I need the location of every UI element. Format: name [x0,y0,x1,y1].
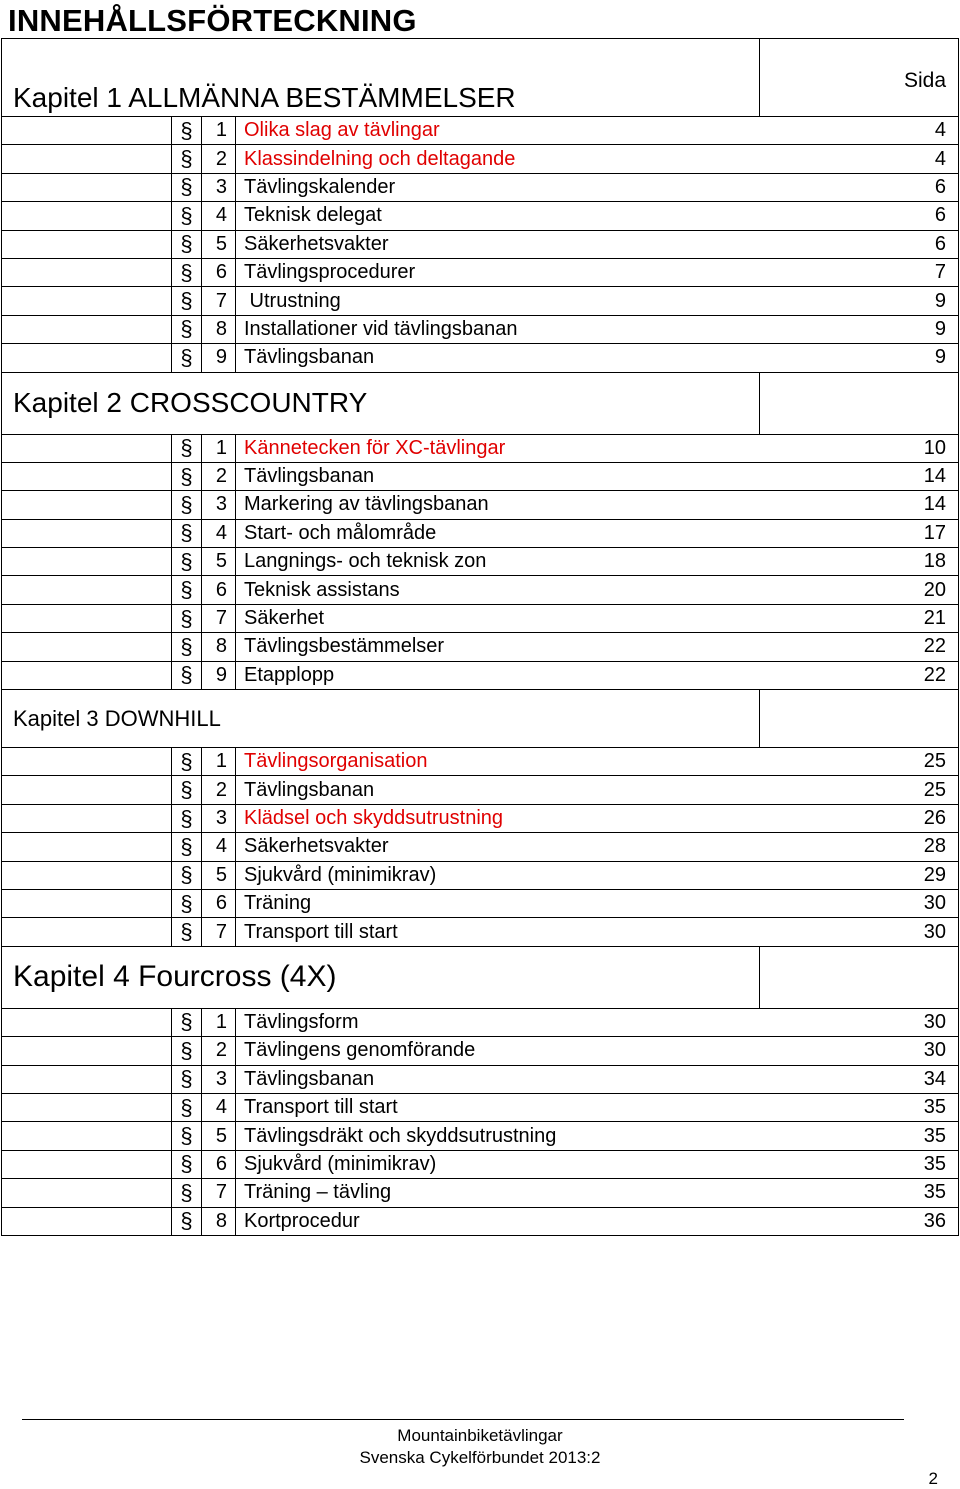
entry-number: 7 [202,604,236,632]
chapter-row [2,690,959,748]
section-sign-icon: § [180,288,193,314]
section-sign-icon: § [180,491,193,517]
entry-number: 2 [202,145,236,173]
indent-cell [2,1065,172,1093]
entry-number: 7 [202,1179,236,1207]
toc-entry[interactable] [2,804,959,832]
footer-rule [22,1419,904,1420]
indent-cell [2,889,172,917]
toc-entry[interactable] [2,173,959,201]
entry-number: 2 [202,776,236,804]
entry-title[interactable]: Sjukvård (minimikrav) [236,1150,760,1178]
indent-cell [2,633,172,661]
entry-page: 25 [760,776,959,804]
chapter-row [2,946,959,1008]
entry-number: 7 [202,918,236,946]
entry-page: 30 [760,918,959,946]
footer-publisher: Svenska Cykelförbundet 2013:2 [359,1448,601,1467]
entry-title[interactable]: Utrustning [236,287,760,315]
toc-entry[interactable] [2,548,959,576]
toc-body [2,39,959,1236]
entry-title[interactable]: Tävlingens genomförande [236,1037,760,1065]
indent-cell [2,491,172,519]
entry-page: 29 [760,861,959,889]
indent-cell [2,519,172,547]
entry-number: 9 [202,344,236,372]
entry-number: 6 [202,889,236,917]
entry-number: 5 [202,230,236,258]
section-sign-icon: § [180,1066,193,1092]
section-sign-icon: § [180,435,193,461]
section-sign-icon: § [180,344,193,370]
section-sign-icon: § [180,605,193,631]
section-sign-icon: § [180,662,193,688]
indent-cell [2,918,172,946]
entry-number: 5 [202,548,236,576]
entry-number: 2 [202,462,236,490]
entry-number: 4 [202,833,236,861]
indent-cell [2,1093,172,1121]
section-sign-icon: § [180,117,193,143]
toc-entry[interactable] [2,1207,959,1235]
toc-entry[interactable] [2,145,959,173]
entry-title[interactable]: Tävlingsbestämmelser [236,633,760,661]
entry-page: 22 [760,661,959,689]
indent-cell [2,833,172,861]
toc-entry[interactable] [2,748,959,776]
entry-page: 9 [760,315,959,343]
entry-title[interactable]: Transport till start [236,918,760,946]
section-sign-icon: § [180,862,193,888]
toc-entry[interactable] [2,344,959,372]
entry-title[interactable]: Olika slag av tävlingar [236,117,760,145]
section-sign-icon: § [180,577,193,603]
indent-cell [2,861,172,889]
indent-cell [2,1037,172,1065]
entry-page: 6 [760,202,959,230]
chapter-heading: Kapitel 3 DOWNHILL [13,705,221,731]
entry-title[interactable]: Start- och målområde [236,519,760,547]
section-sign-icon: § [180,633,193,659]
entry-title[interactable]: Träning – tävling [236,1179,760,1207]
indent-cell [2,661,172,689]
indent-cell [2,804,172,832]
toc-entry[interactable] [2,604,959,632]
document-title: INNEHÅLLSFÖRTECKNING [8,3,417,38]
toc-entry[interactable] [2,230,959,258]
entry-page: 14 [760,491,959,519]
entry-page: 25 [760,748,959,776]
entry-page: 30 [760,1037,959,1065]
toc-entry[interactable] [2,1037,959,1065]
entry-number: 4 [202,1093,236,1121]
entry-title[interactable]: Klassindelning och deltagande [236,145,760,173]
toc-entry[interactable] [2,462,959,490]
chapter-heading: Kapitel 4 Fourcross (4X) [13,960,337,994]
entry-page: 4 [760,145,959,173]
indent-cell [2,1122,172,1150]
toc-entry[interactable] [2,202,959,230]
entry-page: 20 [760,576,959,604]
section-sign-icon: § [180,202,193,228]
entry-page: 18 [760,548,959,576]
entry-number: 3 [202,1065,236,1093]
entry-page: 26 [760,804,959,832]
toc-entry[interactable] [2,833,959,861]
entry-title[interactable]: Säkerhetsvakter [236,230,760,258]
toc-entry[interactable] [2,258,959,286]
entry-title[interactable]: Tävlingsbanan [236,1065,760,1093]
section-sign-icon: § [180,316,193,342]
indent-cell [2,1207,172,1235]
chapter-heading: Kapitel 1 ALLMÄNNA BESTÄMMELSER [13,82,516,113]
entry-page: 35 [760,1122,959,1150]
toc-entry[interactable] [2,491,959,519]
entry-number: 5 [202,1122,236,1150]
entry-number: 4 [202,202,236,230]
entry-number: 4 [202,519,236,547]
toc-table [1,38,959,1236]
indent-cell [2,1179,172,1207]
toc-entry[interactable] [2,1179,959,1207]
entry-title[interactable]: Träning [236,889,760,917]
indent-cell [2,202,172,230]
toc-entry[interactable] [2,1093,959,1121]
indent-cell [2,230,172,258]
indent-cell [2,173,172,201]
toc-entry[interactable] [2,315,959,343]
indent-cell [2,434,172,462]
entry-number: 1 [202,117,236,145]
indent-cell [2,315,172,343]
section-sign-icon: § [180,146,193,172]
indent-cell [2,145,172,173]
entry-title[interactable]: Säkerhet [236,604,760,632]
toc-entry[interactable] [2,117,959,145]
entry-number: 6 [202,1150,236,1178]
entry-number: 2 [202,1037,236,1065]
entry-number: 1 [202,434,236,462]
entry-page: 7 [760,258,959,286]
chapter-row [2,372,959,434]
entry-page: 9 [760,344,959,372]
section-sign-icon: § [180,890,193,916]
indent-cell [2,258,172,286]
indent-cell [2,287,172,315]
entry-page: 4 [760,117,959,145]
entry-page: 22 [760,633,959,661]
entry-number: 3 [202,804,236,832]
entry-page: 30 [760,889,959,917]
entry-title[interactable]: Langnings- och teknisk zon [236,548,760,576]
entry-number: 6 [202,258,236,286]
entry-title[interactable]: Etapplopp [236,661,760,689]
section-sign-icon: § [180,1208,193,1234]
toc-entry[interactable] [2,1008,959,1036]
toc-entry[interactable] [2,1065,959,1093]
entry-title[interactable]: Säkerhetsvakter [236,833,760,861]
section-sign-icon: § [180,1094,193,1120]
entry-number: 3 [202,491,236,519]
entry-page: 34 [760,1065,959,1093]
entry-title[interactable]: Tävlingsform [236,1008,760,1036]
entry-title[interactable]: Tävlingsbanan [236,776,760,804]
entry-page: 36 [760,1207,959,1235]
section-sign-icon: § [180,1123,193,1149]
indent-cell [2,604,172,632]
chapter-heading: Kapitel 2 CROSSCOUNTRY [13,387,368,419]
entry-page: 9 [760,287,959,315]
indent-cell [2,576,172,604]
section-sign-icon: § [180,919,193,945]
indent-cell [2,462,172,490]
indent-cell [2,117,172,145]
entry-number: 8 [202,1207,236,1235]
entry-title[interactable]: Installationer vid tävlingsbanan [236,315,760,343]
entry-page: 35 [760,1093,959,1121]
section-sign-icon: § [180,1151,193,1177]
section-sign-icon: § [180,748,193,774]
indent-cell [2,748,172,776]
toc-entry[interactable] [2,889,959,917]
toc-entry[interactable] [2,918,959,946]
entry-page: 6 [760,173,959,201]
section-sign-icon: § [180,463,193,489]
entry-title[interactable]: Sjukvård (minimikrav) [236,861,760,889]
entry-number: 5 [202,861,236,889]
entry-page: 30 [760,1008,959,1036]
entry-title[interactable]: Tävlingsorganisation [236,748,760,776]
page-column-header: Sida [904,69,947,92]
toc-entry[interactable] [2,519,959,547]
section-sign-icon: § [180,259,193,285]
entry-page: 35 [760,1150,959,1178]
entry-title[interactable]: Kännetecken för XC-tävlingar [236,434,760,462]
footer-publication: Mountainbiketävlingar [397,1426,563,1445]
section-sign-icon: § [180,805,193,831]
chapter-row [2,39,959,117]
entry-page: 17 [760,519,959,547]
entry-number: 7 [202,287,236,315]
section-sign-icon: § [180,1179,193,1205]
section-sign-icon: § [180,548,193,574]
toc-entry[interactable] [2,661,959,689]
toc-entry[interactable] [2,861,959,889]
indent-cell [2,548,172,576]
indent-cell [2,776,172,804]
toc-entry[interactable] [2,434,959,462]
entry-page: 21 [760,604,959,632]
toc-entry[interactable] [2,776,959,804]
entry-title[interactable]: Tävlingskalender [236,173,760,201]
entry-number: 1 [202,748,236,776]
toc-entry[interactable] [2,1122,959,1150]
entry-title[interactable]: Teknisk delegat [236,202,760,230]
entry-page: 6 [760,230,959,258]
entry-page: 14 [760,462,959,490]
toc-entry[interactable] [2,633,959,661]
page-number: 2 [928,1469,938,1488]
toc-entry[interactable] [2,1150,959,1178]
entry-title[interactable]: Markering av tävlingsbanan [236,491,760,519]
entry-title[interactable]: Klädsel och skyddsutrustning [236,804,760,832]
section-sign-icon: § [180,1037,193,1063]
entry-number: 8 [202,315,236,343]
entry-number: 6 [202,576,236,604]
entry-title[interactable]: Tävlingsbanan [236,344,760,372]
entry-number: 1 [202,1008,236,1036]
section-sign-icon: § [180,1009,193,1035]
indent-cell [2,1150,172,1178]
toc-entry[interactable] [2,287,959,315]
entry-page: 10 [760,434,959,462]
section-sign-icon: § [180,520,193,546]
section-sign-icon: § [180,174,193,200]
entry-title[interactable]: Kortprocedur [236,1207,760,1235]
indent-cell [2,1008,172,1036]
indent-cell [2,344,172,372]
entry-title[interactable]: Tävlingsbanan [236,462,760,490]
entry-title[interactable]: Tävlingsprocedurer [236,258,760,286]
entry-title[interactable]: Tävlingsdräkt och skyddsutrustning [236,1122,760,1150]
toc-entry[interactable] [2,576,959,604]
entry-number: 8 [202,633,236,661]
section-sign-icon: § [180,231,193,257]
entry-title[interactable]: Transport till start [236,1093,760,1121]
entry-number: 9 [202,661,236,689]
entry-page: 35 [760,1179,959,1207]
entry-title[interactable]: Teknisk assistans [236,576,760,604]
section-sign-icon: § [180,777,193,803]
section-sign-icon: § [180,833,193,859]
entry-number: 3 [202,173,236,201]
entry-page: 28 [760,833,959,861]
